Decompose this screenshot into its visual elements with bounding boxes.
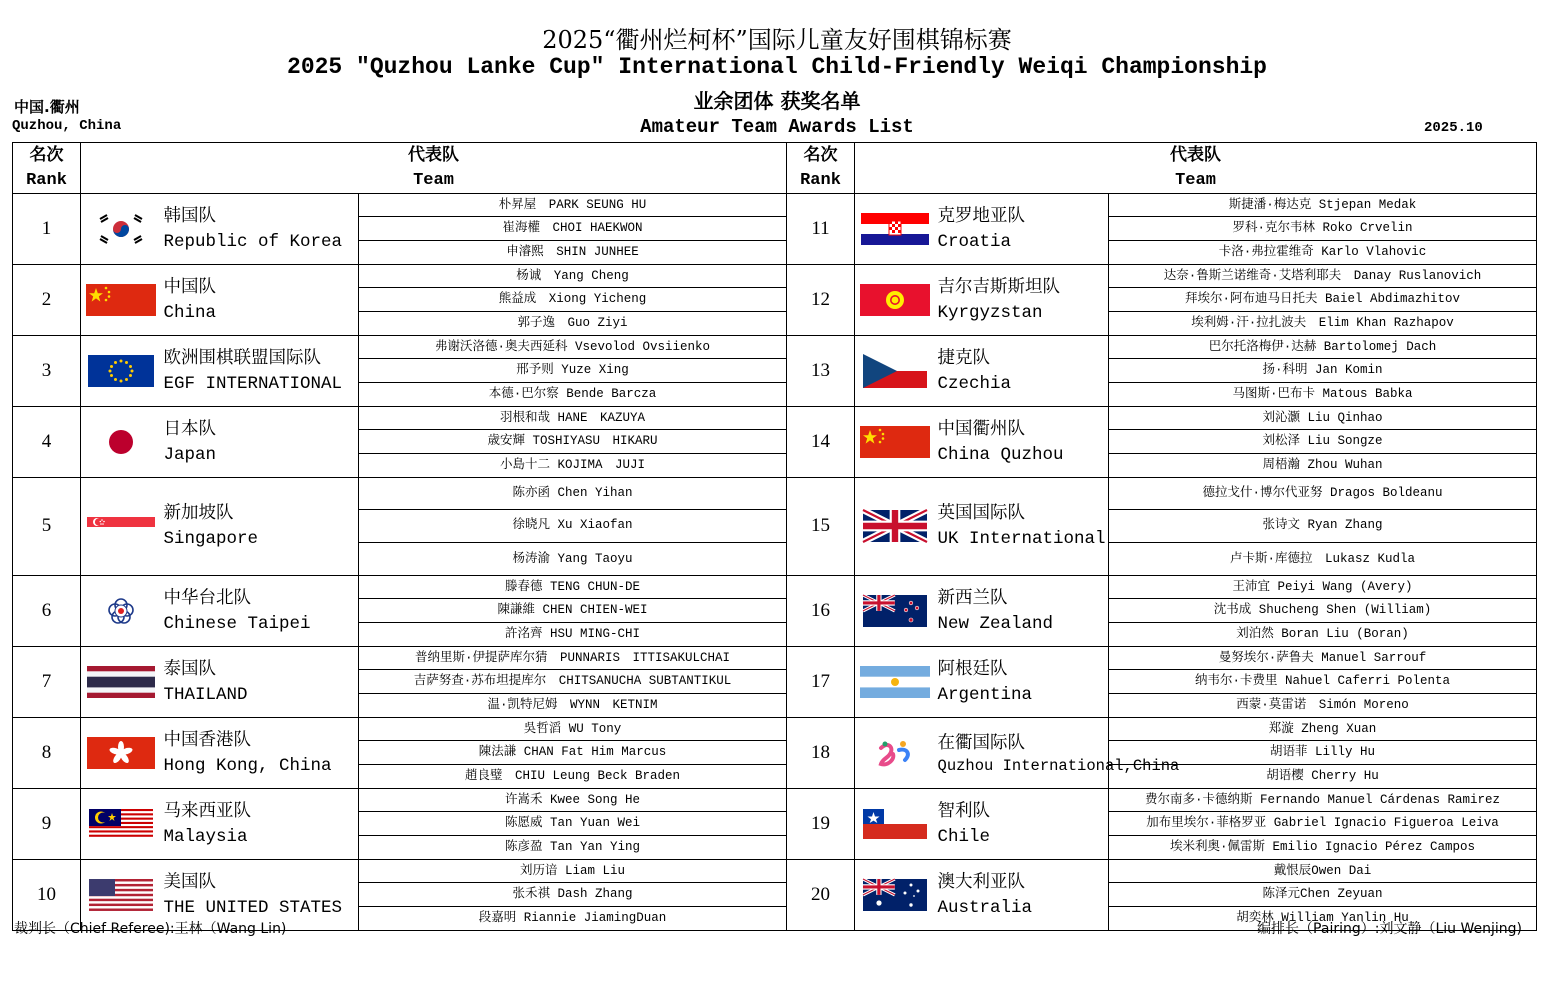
player-name: 扬·科明 Jan Komin — [1109, 359, 1536, 382]
team-name-cell — [161, 264, 359, 335]
team-name-english: Chile — [937, 826, 991, 847]
player-name: 西蒙·莫雷诺 Simón Moreno — [1236, 697, 1409, 712]
player-name: 刘松泽 Liu Songze — [1109, 430, 1536, 453]
player-list — [359, 264, 787, 335]
australia-flag-icon — [863, 884, 927, 903]
team-name-cell — [161, 788, 359, 859]
title-chinese: 2025“衢州烂柯杯”国际儿童友好围棋锦标赛 — [542, 26, 1012, 54]
team-name-chinese: 泰国队 — [163, 658, 216, 679]
player-name: 拜埃尔·阿布迪马日托夫 Baiel Abdimazhitov — [1109, 288, 1536, 311]
player-list — [1109, 194, 1537, 265]
player-name: 胡语菲 Lilly Hu — [1109, 741, 1536, 764]
player-name: 段嘉明 Riannie JiamingDuan — [478, 910, 667, 925]
player-name: 罗科·克尔韦林 Roko Crvelin — [1109, 217, 1536, 240]
player-name: 张诗文 Ryan Zhang — [1109, 510, 1536, 542]
rank-cell: 14 — [787, 406, 855, 477]
chile-flag-icon — [863, 813, 927, 832]
team-name-english: Republic of Korea — [163, 231, 343, 252]
rank-cell: 18 — [787, 717, 855, 788]
player-name: 埃利姆·汗·拉扎波夫 Elim Khan Razhapov — [1191, 315, 1454, 330]
location-english: Quzhou, China — [12, 118, 122, 134]
team-name-chinese: 日本队 — [163, 418, 216, 439]
player-list — [359, 646, 787, 717]
kyrgyzstan-flag-icon — [860, 289, 930, 308]
team-name-english: EGF INTERNATIONAL — [163, 373, 343, 394]
team-name-english: Croatia — [937, 231, 1012, 252]
player-name: 陳法謙 CHAN Fat Him Marcus — [359, 741, 786, 764]
team-name-english: THE UNITED STATES — [163, 897, 343, 918]
player-list — [359, 717, 787, 788]
rank-cell: 10 — [13, 859, 81, 930]
player-name: 纳韦尔·卡费里 Nahuel Caferri Polenta — [1109, 670, 1536, 693]
team-name-english: Quzhou International,China — [937, 756, 1180, 775]
table-row — [13, 335, 1537, 406]
team-name-cell — [161, 194, 359, 265]
team-name-chinese: 美国队 — [163, 871, 216, 892]
location-chinese: 中国.衢州 — [14, 98, 80, 116]
player-list — [359, 788, 787, 859]
table-row — [13, 194, 1537, 265]
player-list — [359, 194, 787, 265]
player-name: 沈书成 Shucheng Shen (William) — [1109, 599, 1536, 622]
team-name-cell — [935, 406, 1109, 477]
rank-cell: 7 — [13, 646, 81, 717]
team-name-cell — [161, 717, 359, 788]
player-name: 徐晓凡 Xu Xiaofan — [359, 510, 786, 542]
hong-kong-flag-icon — [87, 742, 155, 761]
croatia-flag-icon — [861, 218, 929, 237]
team-name-chinese: 中国衢州队 — [937, 418, 1026, 439]
player-name: 杨诚 Yang Cheng — [359, 265, 786, 288]
subtitle-chinese: 业余团体 获奖名单 — [693, 89, 861, 113]
table-header-row — [13, 143, 1537, 194]
player-name: 胡语樱 Cherry Hu — [1266, 768, 1379, 783]
table-row — [13, 717, 1537, 788]
player-name: 巴尔托洛梅伊·达赫 Bartolomej Dach — [1109, 336, 1536, 359]
flag-cell — [81, 575, 161, 646]
player-name: 本德·巴尔察 Bende Barcza — [488, 386, 657, 401]
player-name: 周梧瀚 Zhou Wuhan — [1262, 457, 1383, 472]
table-row — [13, 788, 1537, 859]
flag-cell — [81, 717, 161, 788]
team-name-english: China Quzhou — [937, 444, 1064, 465]
player-name: 申濬熙 SHIN JUNHEE — [506, 244, 639, 259]
eu-flag-icon — [88, 360, 154, 379]
player-name: 朴昇屋 PARK SEUNG HU — [359, 194, 786, 217]
flag-cell — [81, 264, 161, 335]
flag-cell — [855, 717, 935, 788]
team-name-cell — [935, 194, 1109, 265]
czech-flag-icon — [863, 360, 927, 379]
rank-cell: 13 — [787, 335, 855, 406]
player-list — [359, 406, 787, 477]
team-name-chinese: 欧洲围棋联盟国际队 — [163, 347, 321, 368]
rank-cell: 12 — [787, 264, 855, 335]
team-name-chinese: 韩国队 — [163, 205, 216, 226]
table-row — [13, 477, 1537, 575]
team-name-english: Chinese Taipei — [163, 613, 311, 634]
title-english: 2025 "Quzhou Lanke Cup" International Child-Friendly Weiqi Championship — [287, 54, 1267, 80]
flag-cell — [855, 859, 935, 930]
player-name: 卡洛·弗拉霍维奇 Karlo Vlahovic — [1218, 244, 1427, 259]
team-name-english: THAILAND — [163, 684, 248, 705]
team-name-english: Australia — [937, 897, 1033, 918]
team-name-cell — [161, 575, 359, 646]
rank-cell: 3 — [13, 335, 81, 406]
team-name-cell — [935, 335, 1109, 406]
rank-cell: 6 — [13, 575, 81, 646]
player-name: 埃米利奥·佩雷斯 Emilio Ignacio Pérez Campos — [1170, 839, 1476, 854]
rank-cell: 2 — [13, 264, 81, 335]
quzhou-logo-icon — [873, 742, 917, 761]
rank-cell: 19 — [787, 788, 855, 859]
team-name-chinese: 中华台北队 — [163, 587, 251, 608]
pairing-officer: 编排长（Pairing）:刘文静（Liu Wenjing) — [1257, 921, 1522, 937]
player-name: 陈亦函 Chen Yihan — [359, 478, 786, 510]
flag-cell — [855, 335, 935, 406]
player-name: 趙良璧 CHIU Leung Beck Braden — [464, 768, 681, 783]
player-name: 刘历谙 Liam Liu — [359, 860, 786, 883]
player-name: 斯捷潘·梅达克 Stjepan Medak — [1109, 194, 1536, 217]
team-name-chinese: 克罗地亚队 — [937, 205, 1026, 226]
rank-cell: 15 — [787, 477, 855, 575]
player-name: 郑漩 Zheng Xuan — [1109, 718, 1536, 741]
player-name: 曼努埃尔·萨鲁夫 Manuel Sarrouf — [1109, 647, 1536, 670]
team-name-english: China — [163, 302, 217, 323]
player-name: 温·凯特尼姆 WYNN KETNIM — [487, 697, 658, 712]
player-list — [1109, 477, 1537, 575]
player-name: 张禾祺 Dash Zhang — [359, 883, 786, 906]
team-name-cell — [935, 859, 1109, 930]
flag-cell — [855, 575, 935, 646]
team-name-chinese: 吉尔吉斯斯坦队 — [937, 276, 1061, 297]
player-list — [1109, 646, 1537, 717]
player-name: 崔海權 CHOI HAEKWON — [359, 217, 786, 240]
team-name-cell — [161, 646, 359, 717]
player-name: 加布里埃尔·菲格罗亚 Gabriel Ignacio Figueroa Leiva — [1109, 812, 1536, 835]
player-name: 歳安輝 TOSHIYASU HIKARU — [359, 430, 786, 453]
team-name-cell — [161, 406, 359, 477]
team-name-english: Czechia — [937, 373, 1012, 394]
flag-cell — [81, 788, 161, 859]
team-name-chinese: 马来西亚队 — [163, 800, 251, 821]
team-name-cell — [935, 717, 1180, 788]
rank-cell: 8 — [13, 717, 81, 788]
team-name-english: Argentina — [937, 684, 1033, 705]
rank-cell: 5 — [13, 477, 81, 575]
team-name-english: Malaysia — [163, 826, 248, 847]
flag-cell — [81, 335, 161, 406]
subtitle-english: Amateur Team Awards List — [640, 116, 914, 138]
argentina-flag-icon — [860, 671, 930, 690]
flag-cell — [855, 477, 935, 575]
team-name-chinese: 新西兰队 — [937, 587, 1008, 608]
team-header: 代表队 Team — [855, 143, 1537, 194]
flag-cell — [855, 194, 935, 265]
team-name-english: Singapore — [163, 529, 259, 550]
team-name-cell — [161, 335, 359, 406]
team-name-chinese: 阿根廷队 — [937, 658, 1008, 679]
table-row — [13, 406, 1537, 477]
player-name: 小島十二 KOJIMA JUJI — [500, 457, 646, 472]
singapore-flag-icon — [87, 516, 155, 535]
rank-cell: 1 — [13, 194, 81, 265]
uk-flag-icon — [861, 516, 929, 535]
rank-cell: 11 — [787, 194, 855, 265]
player-name: 胡奕林 William Yanlin Hu — [1236, 910, 1409, 925]
flag-cell — [855, 264, 935, 335]
rank-cell: 9 — [13, 788, 81, 859]
flag-cell — [855, 788, 935, 859]
player-list — [359, 859, 787, 930]
player-name: 刘泊然 Boran Liu (Boran) — [1236, 626, 1409, 641]
team-name-cell — [935, 575, 1109, 646]
player-list — [1109, 717, 1537, 788]
player-name: 陈彦盈 Tan Yan Ying — [504, 839, 641, 854]
thailand-flag-icon — [87, 671, 155, 690]
team-name-cell — [935, 646, 1109, 717]
player-list — [1109, 575, 1537, 646]
chinese-taipei-flag-icon — [103, 600, 139, 619]
player-list — [1109, 406, 1537, 477]
team-name-chinese: 英国国际队 — [937, 503, 1026, 524]
rank-cell: 17 — [787, 646, 855, 717]
player-list — [1109, 788, 1537, 859]
player-name: 达奈·鲁斯兰诺维奇·艾塔利耶夫 Danay Ruslanovich — [1109, 265, 1536, 288]
player-name: 熊益成 Xiong Yicheng — [359, 288, 786, 311]
player-name: 卢卡斯·库德拉 Lukasz Kudla — [1230, 551, 1416, 566]
awards-table — [12, 142, 1537, 931]
rank-header: 名次 Rank — [787, 143, 855, 194]
korea-flag-icon — [87, 218, 155, 237]
player-name: 許洺齊 HSU MING-CHI — [504, 626, 641, 641]
player-name: 郭子逸 Guo Ziyi — [517, 315, 628, 330]
team-name-cell — [161, 477, 359, 575]
team-name-chinese: 在衢国际队 — [937, 732, 1026, 753]
player-name: 滕春德 TENG CHUN-DE — [359, 576, 786, 599]
player-name: 陈愿威 Tan Yuan Wei — [359, 812, 786, 835]
team-name-chinese: 澳大利亚队 — [937, 871, 1026, 892]
player-name: 杨涛渝 Yang Taoyu — [512, 551, 633, 566]
flag-cell — [81, 477, 161, 575]
team-name-cell — [935, 477, 1109, 575]
player-name: 刘沁灏 Liu Qinhao — [1109, 407, 1536, 430]
team-name-cell — [935, 788, 1109, 859]
player-name: 马图斯·巴布卡 Matous Babka — [1232, 386, 1413, 401]
team-name-chinese: 中国香港队 — [163, 729, 251, 750]
flag-cell — [81, 194, 161, 265]
player-name: 吳哲滔 WU Tony — [359, 718, 786, 741]
team-name-cell — [935, 264, 1109, 335]
player-name: 费尔南多·卡德纳斯 Fernando Manuel Cárdenas Ramirez — [1109, 789, 1536, 812]
rank-cell: 16 — [787, 575, 855, 646]
player-list — [359, 575, 787, 646]
china-flag-icon — [860, 431, 930, 450]
flag-cell — [855, 646, 935, 717]
player-name: 弗谢沃洛德·奥夫西延科 Vsevolod Ovsiienko — [359, 336, 786, 359]
chief-referee: 裁判长（Chief Referee):王林（Wang Lin) — [14, 921, 287, 937]
team-name-chinese: 捷克队 — [937, 347, 991, 368]
china-flag-icon — [86, 289, 156, 308]
player-list — [359, 335, 787, 406]
rank-cell: 20 — [787, 859, 855, 930]
player-name: 王沛宜 Peiyi Wang (Avery) — [1109, 576, 1536, 599]
player-name: 许嵩禾 Kwee Song He — [359, 789, 786, 812]
table-row — [13, 264, 1537, 335]
document-date: 2025.10 — [1424, 120, 1483, 136]
usa-flag-icon — [89, 884, 153, 903]
rank-header: 名次 Rank — [13, 143, 81, 194]
player-name: 普纳里斯·伊提萨库尔猜 PUNNARIS ITTISAKULCHAI — [359, 647, 786, 670]
player-name: 德拉戈什·博尔代亚努 Dragos Boldeanu — [1109, 478, 1536, 510]
malaysia-flag-icon — [89, 813, 153, 832]
team-header: 代表队 Team — [81, 143, 787, 194]
player-name: 陈泽元Chen Zeyuan — [1109, 883, 1536, 906]
new-zealand-flag-icon — [863, 600, 927, 619]
team-name-chinese: 新加坡队 — [163, 503, 234, 524]
table-row — [13, 646, 1537, 717]
table-row — [13, 575, 1537, 646]
team-name-chinese: 智利队 — [937, 800, 991, 821]
flag-cell — [855, 406, 935, 477]
player-name: 戴恨辰Owen Dai — [1109, 860, 1536, 883]
team-name-english: UK International — [937, 529, 1106, 550]
flag-cell — [81, 646, 161, 717]
team-name-english: New Zealand — [937, 613, 1054, 634]
team-name-english: Japan — [163, 444, 217, 465]
player-list — [1109, 335, 1537, 406]
flag-cell — [81, 406, 161, 477]
player-name: 吉萨努查·苏布坦提库尔 CHITSANUCHA SUBTANTIKUL — [359, 670, 786, 693]
player-list — [359, 477, 787, 575]
player-name: 邢予则 Yuze Xing — [359, 359, 786, 382]
rank-cell: 4 — [13, 406, 81, 477]
team-name-english: Hong Kong, China — [163, 755, 332, 776]
japan-flag-icon — [87, 431, 155, 450]
team-name-english: Kyrgyzstan — [937, 302, 1043, 323]
team-name-chinese: 中国队 — [163, 276, 216, 297]
player-list — [1109, 264, 1537, 335]
player-name: 羽根和哉 HANE KAZUYA — [359, 407, 786, 430]
player-name: 陳謙維 CHEN CHIEN-WEI — [359, 599, 786, 622]
